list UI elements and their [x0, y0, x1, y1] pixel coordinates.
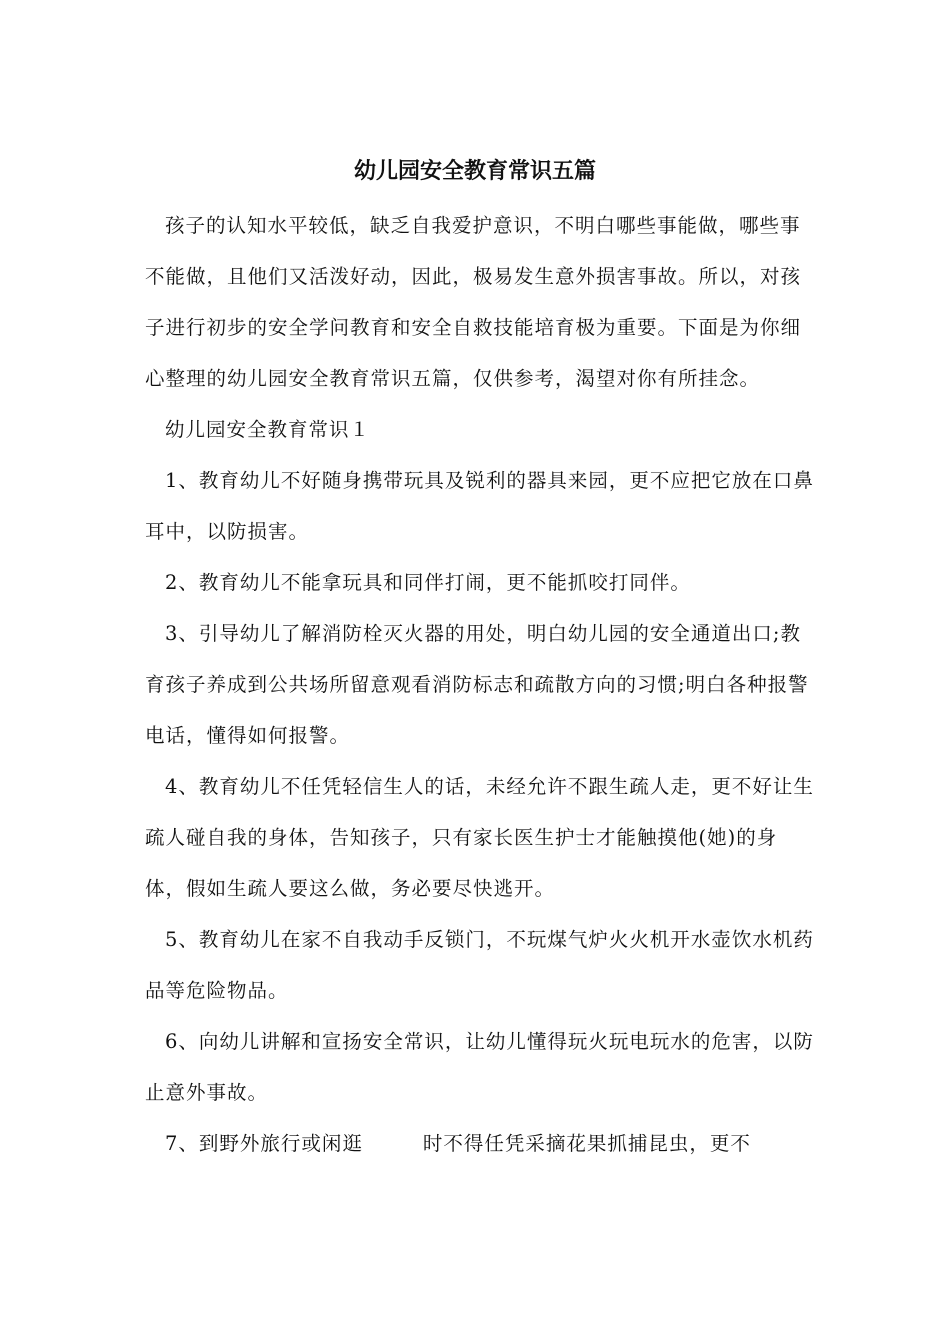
list-item-4: 4、教育幼儿不任凭轻信生人的话，未经允许不跟生疏人走，更不好让生疏人碰自我的身体，告知孩子，只有家长医生护士才能触摸他(她)的身体，假如生疏人要这么做，务必要尽快逃开。 [145, 775, 814, 900]
list-item-6: 6、向幼儿讲解和宣扬安全常识，让幼儿懂得玩火玩电玩水的危害，以防止意外事故。 [145, 1030, 814, 1104]
list-item-2: 2、教育幼儿不能拿玩具和同伴打闹，更不能抓咬打同伴。 [165, 571, 691, 594]
list-item-1: 1、教育幼儿不好随身携带玩具及锐利的器具来园，更不应把它放在口鼻耳中，以防损害。 [145, 469, 814, 543]
list-item-7 [145, 1118, 815, 1169]
list-item-5: 5、教育幼儿在家不自我动手反锁门，不玩煤气炉火火机开水壶饮水机药品等危险物品。 [145, 928, 814, 1002]
list-item-7-part-1: 7、到野外旅行或闲逛 [165, 1132, 363, 1155]
list-item-7-part-2: 时不得任凭采摘花果抓捕昆虫，更不 [422, 1132, 751, 1155]
document-body [145, 200, 815, 1169]
section-heading: 幼儿园安全教育常识１ [165, 418, 371, 441]
document-title: 幼儿园安全教育常识五篇 [353, 159, 596, 184]
intro-paragraph: 孩子的认知水平较低，缺乏自我爱护意识，不明白哪些事能做，哪些事不能做，且他们又活泼好动，因此，极易发生意外损害事故。所以，对孩子进行初步的安全学问教育和安全自救技能培育极为重要。下面是为你细心整理的幼儿园安全教育常识五篇，仅供参考，渴望对你有所挂念。 [145, 214, 802, 390]
list-item-3: 3、引导幼儿了解消防栓灭火器的用处，明白幼儿园的安全通道出口;教育孩子养成到公共场所留意观看消防标志和疏散方向的习惯;明白各种报警电话，懂得如何报警。 [145, 622, 809, 747]
